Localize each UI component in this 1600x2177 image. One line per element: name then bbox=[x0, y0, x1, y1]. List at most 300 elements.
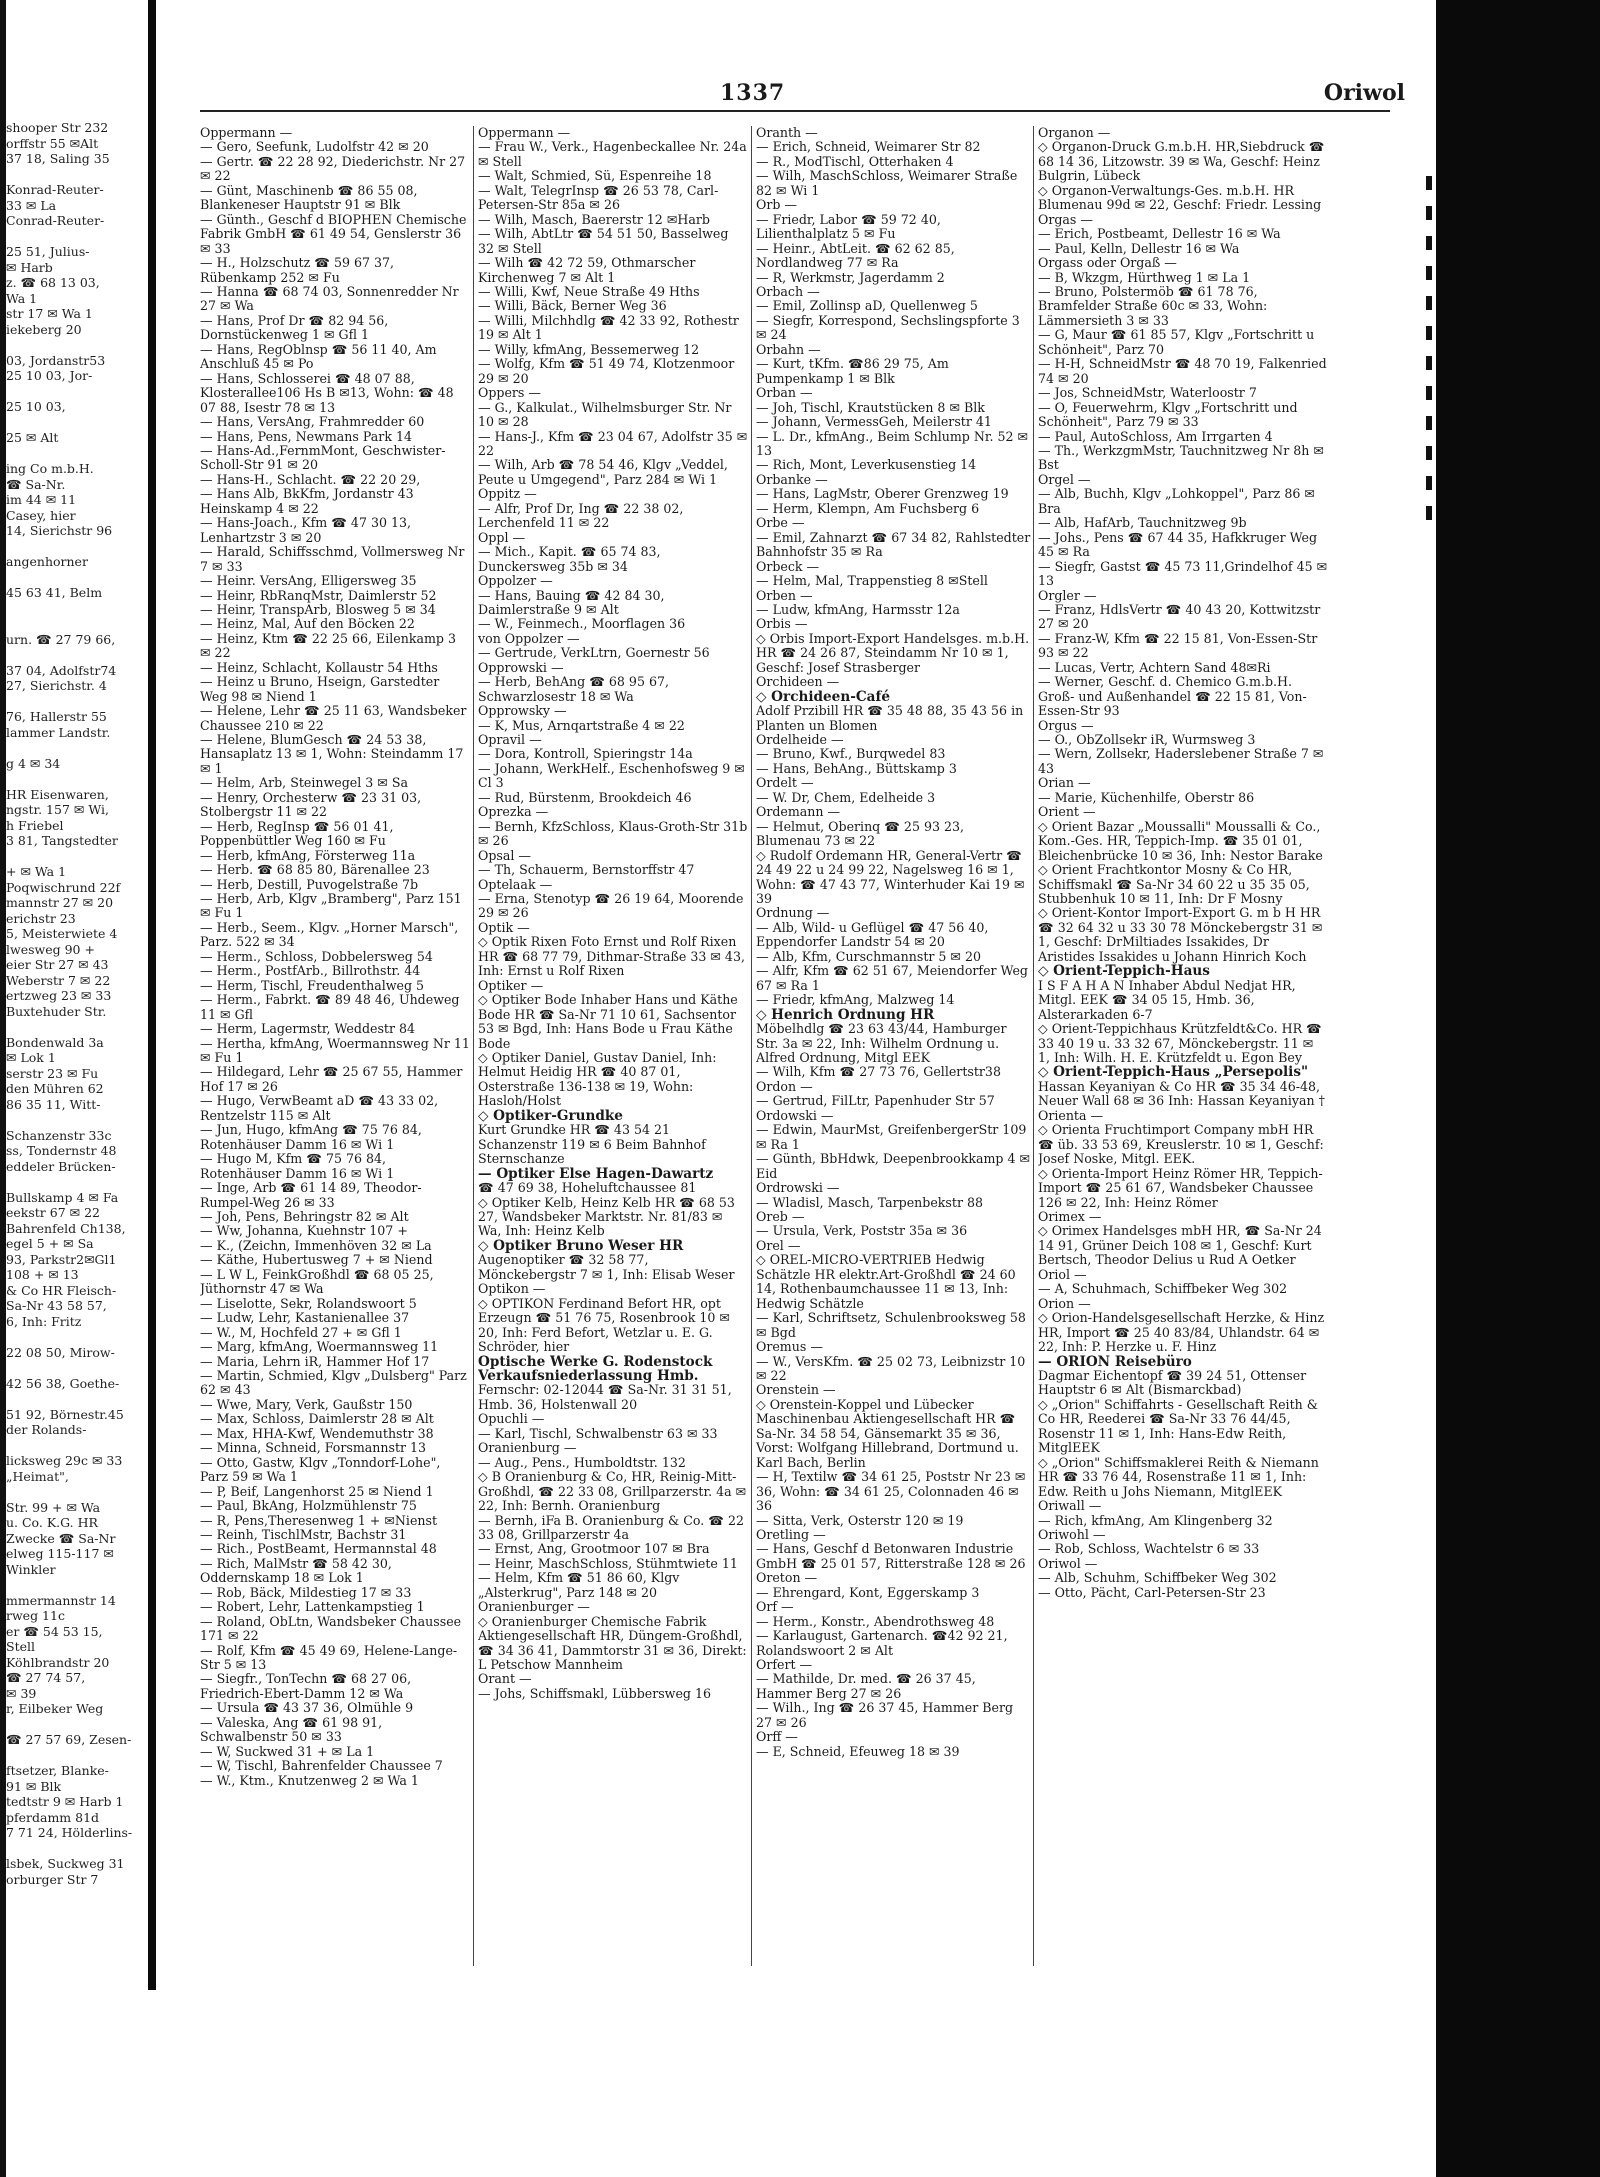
previous-page-line bbox=[6, 415, 146, 431]
directory-entry: ◇ Optiker Bruno Weser HR bbox=[478, 1237, 684, 1254]
directory-entry: — Wilh, Kfm ☎ 27 73 76, Gellertstr38 bbox=[756, 1064, 1001, 1080]
directory-entry: — Herb, BehAng ☎ 68 95 67, Schwarzlosestr 18 ✉ Wa bbox=[478, 674, 669, 704]
previous-page-line bbox=[6, 539, 146, 555]
directory-entry: — Heinz, Ktm ☎ 22 25 66, Eilenkamp 3 ✉ 22 bbox=[200, 630, 456, 661]
directory-entry: — Willi, Bäck, Berner Weg 36 bbox=[478, 298, 667, 314]
directory-entry: ☎ 47 69 38, Hoheluftchaussee 81 bbox=[478, 1180, 697, 1196]
directory-entry: Oranth — bbox=[756, 126, 818, 140]
previous-page-line: erichstr 23 bbox=[6, 910, 76, 926]
previous-page-line: licksweg 29c ✉ 33 bbox=[6, 1453, 123, 1468]
previous-page-line: 42 56 38, Goethe- bbox=[6, 1375, 120, 1391]
previous-page-line: 76, Hallerstr 55 bbox=[6, 709, 107, 724]
directory-entry: ◇ Organon-Druck G.m.b.H. HR,Siebdruck ☎ 68 14 36, Litzowstr. 39 ✉ Wa, Geschf: Heinz Bulgrin, Lübeck bbox=[1038, 139, 1325, 184]
directory-entry: — Helm, Kfm ☎ 51 86 60, Klgv „Alsterkrug", Parz 148 ✉ 20 bbox=[478, 1570, 680, 1600]
directory-entry: Oppermann — bbox=[200, 126, 293, 140]
previous-page-line: ftsetzer, Blanke- bbox=[6, 1763, 109, 1778]
directory-entry: — Johann, WerkHelf., Eschenhofsweg 9 ✉ Cl 3 bbox=[478, 760, 745, 791]
directory-entry: — Friedr, Labor ☎ 59 72 40, Lilienthalplatz 5 ✉ Fu bbox=[756, 211, 941, 242]
directory-entry: — W., Ktm., Knutzenweg 2 ✉ Wa 1 bbox=[200, 1772, 419, 1788]
directory-entry: — Inge, Arb ☎ 61 14 89, Theodor-Rumpel-Weg 26 ✉ 33 bbox=[200, 1180, 422, 1210]
directory-entry: — Erich, Schneid, Weimarer Str 82 bbox=[756, 139, 981, 155]
directory-entry: Oremus — bbox=[756, 1339, 823, 1355]
previous-page-line: Weberstr 7 ✉ 22 bbox=[6, 972, 111, 988]
column-divider bbox=[1033, 126, 1034, 1966]
directory-entry: — K, Mus, Arnqartstraße 4 ✉ 22 bbox=[478, 717, 685, 733]
directory-entry: Opsal — bbox=[478, 847, 531, 863]
previous-page-line: ss, Tondernstr 48 bbox=[6, 1143, 117, 1158]
directory-entry: — ORION Reisebüro bbox=[1038, 1353, 1192, 1370]
directory-entry: — Willy, kfmAng, Bessemerweg 12 bbox=[478, 341, 700, 357]
directory-entry: — Rud, Bürstenm, Brookdeich 46 bbox=[478, 789, 692, 805]
previous-page-line: Winkler bbox=[6, 1561, 56, 1577]
directory-entry: — Günth, BbHdwk, Deepenbrookkamp 4 ✉ Eid bbox=[756, 1151, 1031, 1181]
directory-entry: Orbis — bbox=[756, 616, 808, 632]
previous-page-line: h Friebel bbox=[6, 817, 64, 833]
directory-entry: ◇ Orimex Handelsges mbH HR, ☎ Sa-Nr 24 14 91, Grüner Deich 108 ✉ 1, Geschf: Kurt Bertsch, Theodor Delius u Rud A Oetker bbox=[1038, 1223, 1322, 1268]
column-divider bbox=[473, 126, 474, 1966]
directory-entry: — H, Textilw ☎ 34 61 25, Poststr Nr 23 ✉ 36, Wohn: ☎ 34 61 25, Colonnaden 46 ✉ 36 bbox=[756, 1469, 1026, 1514]
directory-entry: Orf — bbox=[756, 1599, 794, 1615]
directory-entry: Fernschr: 02-12044 ☎ Sa-Nr. 31 31 51, Hmb. 36, Holstenwall 20 bbox=[478, 1382, 732, 1412]
previous-page-line: lammer Landstr. bbox=[6, 724, 111, 740]
previous-page-line: ngstr. 157 ✉ Wi, bbox=[6, 802, 109, 817]
previous-page-line: g 4 ✉ 34 bbox=[6, 755, 61, 771]
previous-page-line: der Rolands- bbox=[6, 1422, 87, 1437]
directory-entry: Orbeck — bbox=[756, 558, 820, 574]
directory-entry: — Optiker Else Hagen-Dawartz bbox=[478, 1165, 714, 1182]
header-rule bbox=[200, 110, 1390, 112]
directory-entry: — Roland, ObLtn, Wandsbeker Chaussee 171 ✉ 22 bbox=[200, 1613, 462, 1644]
directory-entry: Ordon — bbox=[756, 1078, 813, 1094]
previous-page-line: 25 51, Julius- bbox=[6, 244, 90, 259]
directory-entry: — Günth., Geschf d BIOPHEN Chemische Fabrik GmbH ☎ 61 49 54, Genslerstr 36 ✉ 33 bbox=[200, 211, 467, 256]
directory-entry: — Bernh, iFa B. Oranienburg & Co. ☎ 22 33 08, Grillparzerstr 4a bbox=[478, 1512, 744, 1542]
directory-entry: — W., M, Hochfeld 27 + ✉ Gfl 1 bbox=[200, 1324, 402, 1340]
directory-entry: — Wolfg, Kfm ☎ 51 49 74, Klotzenmoor 29 ✉ 20 bbox=[478, 356, 735, 386]
previous-page-line bbox=[6, 601, 146, 617]
directory-entry: Orgler — bbox=[1038, 587, 1097, 603]
directory-entry: — Herb. ☎ 68 85 80, Bärenallee 23 bbox=[200, 862, 430, 878]
directory-entry: — Wilh., Ing ☎ 26 37 45, Hammer Berg 27 ✉ 26 bbox=[756, 1700, 1014, 1730]
directory-entry: — Paul, BkAng, Holzmühlenstr 75 bbox=[200, 1498, 417, 1514]
directory-entry: — Walt, Schmied, Sü, Espenreihe 18 bbox=[478, 168, 712, 184]
directory-entry: — Emil, Zahnarzt ☎ 67 34 82, Rahlstedter Bahnhofstr 35 ✉ Ra bbox=[756, 529, 1031, 560]
previous-page-line: 22 08 50, Mirow- bbox=[6, 1344, 115, 1360]
directory-entry: ◇ Optiker Daniel, Gustav Daniel, Inh: Helmut Heidig HR ☎ 40 87 01, Osterstraße 136-138 ✉ 19, Wohn: Hasloh/Holst bbox=[478, 1050, 717, 1109]
directory-entry: Optikon — bbox=[478, 1281, 546, 1297]
previous-page-line: 33 ✉ La bbox=[6, 197, 57, 213]
directory-entry: — Siegfr, Gastst ☎ 45 73 11,Grindelhof 45 ✉ 13 bbox=[1038, 558, 1328, 589]
directory-page bbox=[160, 60, 1435, 1980]
directory-entry: — Wilh ☎ 42 72 59, Othmarscher Kirchenweg 7 ✉ Alt 1 bbox=[478, 255, 696, 285]
directory-entry: Ordelheide — bbox=[756, 732, 844, 748]
directory-entry: — Liselotte, Sekr, Rolandswoort 5 bbox=[200, 1295, 417, 1311]
directory-entry: — Mathilde, Dr. med. ☎ 26 37 45, Hammer Berg 27 ✉ 26 bbox=[756, 1671, 976, 1701]
directory-entry: ◇ Optiker Bode Inhaber Hans und Käthe Bode HR ☎ Sa-Nr 71 10 61, Sachsentor 53 ✉ Bgd, Inh: Hans Bode u Frau Käthe Bode bbox=[478, 992, 738, 1051]
previous-page-line: Konrad-Reuter- bbox=[6, 182, 104, 197]
running-head: Oriwol bbox=[1323, 80, 1405, 106]
directory-entry: — W, Suckwed 31 + ✉ La 1 bbox=[200, 1743, 375, 1759]
directory-entry: — Alb, Schuhm, Schiffbeker Weg 302 bbox=[1038, 1570, 1277, 1586]
directory-entry: — Sitta, Verk, Osterstr 120 ✉ 19 bbox=[756, 1512, 964, 1528]
previous-page-line: ertzweg 23 ✉ 33 bbox=[6, 988, 112, 1003]
directory-column-3 bbox=[756, 126, 1032, 1966]
directory-entry: — Herm., Fabrkt. ☎ 89 48 46, Uhdeweg 11 ✉ Gfl bbox=[200, 992, 460, 1022]
directory-entry: — Valeska, Ang ☎ 61 98 91, Schwalbenstr 50 ✉ 33 bbox=[200, 1714, 383, 1745]
page-number: 1337 bbox=[720, 80, 786, 106]
directory-entry: Orgus — bbox=[1038, 717, 1094, 733]
directory-entry: — Minna, Schneid, Forsmannstr 13 bbox=[200, 1440, 427, 1456]
directory-entry: — Emil, Zollinsp aD, Quellenweg 5 bbox=[756, 298, 978, 314]
directory-entry: — Willi, Kwf, Neue Straße 49 Hths bbox=[478, 283, 700, 299]
directory-entry: ◇ OREL-MICRO-VERTRIEB Hedwig Schätzle HR elektr.Art-Großhdl ☎ 24 60 14, Rothenbaumchaussee 11 ✉ 13, Inh: Hedwig Schätzle bbox=[756, 1252, 1016, 1311]
directory-column-1 bbox=[200, 126, 470, 1966]
directory-entry: — Martin, Schmied, Klgv „Dulsberg" Parz 62 ✉ 43 bbox=[200, 1367, 467, 1398]
directory-entry: — Werner, Geschf. d. Chemico G.m.b.H. Groß- und Außenhandel ☎ 22 15 81, Von-Essen-Str 93 bbox=[1038, 674, 1307, 719]
directory-entry: — Franz, HdlsVertr ☎ 40 43 20, Kottwitzstr 27 ✉ 20 bbox=[1038, 601, 1321, 632]
directory-entry: — Henry, Orchesterw ☎ 23 31 03, Stolbergstr 11 ✉ 22 bbox=[200, 789, 422, 820]
directory-entry: — Harald, Schiffsschmd, Vollmersweg Nr 7 ✉ 33 bbox=[200, 544, 465, 574]
directory-entry: — Max, HHA-Kwf, Wendemuthstr 38 bbox=[200, 1425, 434, 1441]
previous-page-line: Casey, hier bbox=[6, 507, 76, 523]
directory-entry: — Paul, Kelln, Dellestr 16 ✉ Wa bbox=[1038, 240, 1240, 256]
directory-entry: ◇ „Orion" Schiffahrts - Gesellschaft Reith & Co HR, Reederei ☎ Sa-Nr 33 76 44/45, Rosenstr 11 ✉ 1, Inh: Hans-Edw Reith, MitglEEK bbox=[1038, 1396, 1318, 1456]
directory-entry: Orfert — bbox=[756, 1657, 813, 1673]
directory-entry: — Rich, kfmAng, Am Klingenberg 32 bbox=[1038, 1512, 1273, 1528]
previous-page-line: tedtstr 9 ✉ Harb 1 bbox=[6, 1794, 124, 1809]
directory-entry: ◇ Rudolf Ordemann HR, General-Vertr ☎ 24 49 22 u 24 99 22, Nagelsweg 16 ✉ 1, Wohn: ☎ 47 43 77, Winterhuder Kai 19 ✉ 39 bbox=[756, 847, 1025, 907]
previous-page-line bbox=[6, 167, 146, 183]
previous-page-line bbox=[6, 694, 146, 710]
directory-entry: — W. Dr, Chem, Edelheide 3 bbox=[756, 789, 936, 805]
directory-entry: Oranienburg — bbox=[478, 1440, 577, 1456]
directory-entry: Ordemann — bbox=[756, 804, 841, 820]
directory-entry: — Marie, Küchenhilfe, Oberstr 86 bbox=[1038, 789, 1255, 805]
previous-page-line: ☎ 27 74 57, bbox=[6, 1670, 86, 1685]
directory-entry: Oreton — bbox=[756, 1570, 818, 1586]
directory-entry: Orian — bbox=[1038, 775, 1091, 791]
directory-entry: — O., ObZollsekr iR, Wurmsweg 3 bbox=[1038, 732, 1256, 748]
directory-entry: — Ehrengard, Kont, Eggerskamp 3 bbox=[756, 1584, 980, 1600]
directory-entry: — Hans, Schlosserei ☎ 48 07 88, Klosterallee106 Hs B ✉13, Wohn: ☎ 48 07 88, Isestr 78 ✉ 13 bbox=[200, 370, 454, 415]
directory-entry: — G, Maur ☎ 61 85 57, Klgv „Fortschritt u Schönheit", Parz 70 bbox=[1038, 327, 1315, 357]
directory-entry: — Paul, AutoSchloss, Am Irrgarten 4 bbox=[1038, 428, 1273, 444]
directory-entry: ◇ Orion-Handelsgesellschaft Herzke, & Hinz HR, Import ☎ 25 40 83/84, Uhlandstr. 64 ✉ 22, Inh: P. Herzke u. F. Hinz bbox=[1038, 1310, 1325, 1355]
previous-page-line: mannstr 27 ✉ 20 bbox=[6, 895, 114, 910]
previous-page-line: Str. 99 + ✉ Wa bbox=[6, 1499, 101, 1515]
previous-page-line: 6, Inh: Fritz bbox=[6, 1313, 82, 1329]
previous-page-line bbox=[6, 1360, 146, 1376]
directory-entry: — Alb, Wild- u Geflügel ☎ 47 56 40, Eppendorfer Landstr 54 ✉ 20 bbox=[756, 919, 989, 950]
directory-entry: — Otto, Pächt, Carl-Petersen-Str 23 bbox=[1038, 1584, 1266, 1600]
previous-page-line bbox=[6, 1841, 146, 1857]
directory-entry: — Heinr, MaschSchloss, Stühmtwiete 11 bbox=[478, 1555, 738, 1571]
directory-entry: — Aug., Pens., Humboldtstr. 132 bbox=[478, 1454, 686, 1470]
directory-entry: — Rob, Bäck, Mildestieg 17 ✉ 33 bbox=[200, 1584, 412, 1600]
previous-page-line: den Mühren 62 bbox=[6, 1081, 104, 1096]
directory-entry: Oprezka — bbox=[478, 804, 549, 820]
directory-entry: — Heinz, Schlacht, Kollaustr 54 Hths bbox=[200, 659, 438, 675]
directory-entry: — Heinr, RbRanqMstr, Daimlerstr 52 bbox=[200, 587, 437, 603]
directory-entry: Oriwol — bbox=[1038, 1555, 1098, 1571]
page-header bbox=[160, 70, 1435, 110]
directory-entry: — W, Tischl, Bahrenfelder Chaussee 7 bbox=[200, 1758, 443, 1774]
previous-page-line bbox=[6, 616, 146, 632]
directory-entry: — Friedr, kfmAng, Malzweg 14 bbox=[756, 992, 955, 1008]
directory-entry: — Wladisl, Masch, Tarpenbekstr 88 bbox=[756, 1194, 983, 1210]
previous-page-line bbox=[6, 740, 146, 756]
directory-entry: — Hans-J., Kfm ☎ 23 04 67, Adolfstr 35 ✉ 22 bbox=[478, 428, 748, 458]
directory-entry: — Herb, RegInsp ☎ 56 01 41, Poppenbüttler Weg 160 ✉ Fu bbox=[200, 818, 394, 849]
directory-entry: — Joh, Pens, Behringstr 82 ✉ Alt bbox=[200, 1208, 409, 1224]
previous-page-line: u. Co. K.G. HR bbox=[6, 1515, 98, 1530]
directory-entry: Orff — bbox=[756, 1729, 798, 1745]
directory-entry: Opprowski — bbox=[478, 659, 564, 675]
directory-entry: I S F A H A N Inhaber Abdul Nedjat HR, Mitgl. EEK ☎ 34 05 15, Hmb. 36, Alsterarkaden 6-7 bbox=[1038, 977, 1296, 1022]
directory-entry: — Hanna ☎ 68 74 03, Sonnenredder Nr 27 ✉ Wa bbox=[200, 283, 459, 314]
directory-entry: — Karl, Tischl, Schwalbenstr 63 ✉ 33 bbox=[478, 1425, 718, 1441]
directory-entry: — Alb, Kfm, Curschmannstr 5 ✉ 20 bbox=[756, 948, 982, 964]
directory-entry: Optische Werke G. Rodenstock Verkaufsniederlassung Hmb. bbox=[478, 1353, 713, 1384]
previous-page-line: orffstr 55 ✉Alt bbox=[6, 135, 99, 151]
previous-page-line: iekeberg 20 bbox=[6, 321, 82, 337]
directory-entry: — H., Holzschutz ☎ 59 67 37, Rübenkamp 252 ✉ Fu bbox=[200, 255, 395, 285]
directory-entry: — Alfr, Prof Dr, Ing ☎ 22 38 02, Lerchenfeld 11 ✉ 22 bbox=[478, 500, 684, 531]
directory-entry: Ordrowski — bbox=[756, 1180, 840, 1196]
directory-entry: — Karlaugust, Gartenarch. ☎42 92 21, Rolandswoort 2 ✉ Alt bbox=[756, 1628, 1008, 1658]
directory-entry: — Rolf, Kfm ☎ 45 49 69, Helene-Lange-Str 5 ✉ 13 bbox=[200, 1642, 458, 1673]
directory-entry: Organon — bbox=[1038, 126, 1111, 140]
directory-entry: Orant — bbox=[478, 1671, 532, 1687]
previous-page-line: + ✉ Wa 1 bbox=[6, 864, 67, 879]
previous-page-line: 86 35 11, Witt- bbox=[6, 1096, 101, 1112]
previous-page-line: eier Str 27 ✉ 43 bbox=[6, 957, 109, 972]
previous-page-line: eekstr 67 ✉ 22 bbox=[6, 1205, 100, 1220]
directory-entry: — Rich, MalMstr ☎ 58 42 30, Oddernskamp 18 ✉ Lok 1 bbox=[200, 1555, 392, 1586]
previous-page-line: Bullskamp 4 ✉ Fa bbox=[6, 1189, 119, 1205]
previous-page-line: mmermannstr 14 bbox=[6, 1592, 116, 1608]
previous-page-line bbox=[6, 1717, 146, 1733]
previous-page-line: Bondenwald 3a bbox=[6, 1034, 104, 1050]
directory-entry: ◇ Orient-Teppichhaus Krützfeldt&Co. HR ☎ 33 40 19 u. 33 32 67, Mönckebergstr. 11 ✉ 1, Inh: Wilh. H. E. Krützfeldt u. Egon Bey bbox=[1038, 1021, 1322, 1065]
directory-entry: Augenoptiker ☎ 32 58 77, Mönckebergstr 7 ✉ 1, Inh: Elisab Weser bbox=[478, 1252, 735, 1282]
previous-page-line: Schanzenstr 33c bbox=[6, 1127, 112, 1143]
previous-page-line bbox=[6, 1019, 146, 1035]
directory-entry: — Heinr., AbtLeit. ☎ 62 62 85, Nordlandweg 77 ✉ Ra bbox=[756, 240, 955, 271]
directory-entry: — Helmut, Oberinq ☎ 25 93 23, Blumenau 73 ✉ 22 bbox=[756, 818, 965, 849]
directory-entry: — Bernh, KfzSchloss, Klaus-Groth-Str 31b ✉ 26 bbox=[478, 818, 748, 849]
previous-page-line: 5, Meisterwiete 4 bbox=[6, 926, 118, 941]
previous-page-line: Sa-Nr 43 58 57, bbox=[6, 1298, 107, 1313]
directory-entry: — Hans, VersAng, Frahmredder 60 bbox=[200, 414, 425, 430]
directory-entry: Opravil — bbox=[478, 732, 542, 748]
directory-entry: — P, Beif, Langenhorst 25 ✉ Niend 1 bbox=[200, 1483, 434, 1499]
directory-entry: — Walt, TelegrInsp ☎ 26 53 78, Carl-Petersen-Str 85a ✉ 26 bbox=[478, 182, 719, 213]
directory-entry: — Alb, HafArb, Tauchnitzweg 9b bbox=[1038, 515, 1247, 531]
directory-entry: Oreb — bbox=[756, 1208, 805, 1224]
directory-entry: Oretling — bbox=[756, 1526, 826, 1542]
directory-entry: — Helm, Arb, Steinwegel 3 ✉ Sa bbox=[200, 775, 408, 791]
previous-page-line: Zwecke ☎ Sa-Nr bbox=[6, 1530, 116, 1546]
previous-page-line: 03, Jordanstr53 bbox=[6, 352, 106, 368]
directory-column-4 bbox=[1038, 126, 1328, 1966]
directory-entry: Oppolzer — bbox=[478, 573, 553, 589]
directory-entry: — Ww, Johanna, Kuehnstr 107 + bbox=[200, 1223, 408, 1239]
directory-entry: Oppermann — bbox=[478, 126, 571, 140]
directory-entry: — Herb, Destill, Puvogelstraße 7b bbox=[200, 876, 419, 892]
directory-entry: — L. Dr., kfmAng., Beim Schlump Nr. 52 ✉ 13 bbox=[756, 428, 1029, 458]
previous-page-line bbox=[6, 771, 146, 787]
directory-entry: Hassan Keyaniyan & Co HR ☎ 35 34 46-48, Neuer Wall 68 ✉ 36 Inh: Hassan Keyaniyan † bbox=[1038, 1078, 1325, 1109]
directory-entry: — Siegfr., TonTechn ☎ 68 27 06, Friedrich-Ebert-Damm 12 ✉ Wa bbox=[200, 1671, 412, 1701]
directory-entry: Oriwall — bbox=[1038, 1498, 1102, 1514]
directory-entry: Orgas — bbox=[1038, 211, 1093, 227]
directory-entry: Opprowsky — bbox=[478, 703, 567, 719]
directory-entry: — Edwin, MaurMst, GreifenbergerStr 109 ✉ Ra 1 bbox=[756, 1122, 1027, 1152]
directory-entry: — Siegfr, Korrespond, Sechslingspforte 3 ✉ 24 bbox=[756, 312, 1020, 343]
directory-entry: Oriol — bbox=[1038, 1266, 1087, 1282]
directory-entry: ◇ Orienta Fruchtimport Company mbH HR ☎ üb. 33 53 69, Kreuslerstr. 10 ✉ 1, Geschf: Josef Noske, Mitgl. EEK. bbox=[1038, 1122, 1324, 1167]
directory-entry: — Rich, Mont, Leverkusenstieg 14 bbox=[756, 457, 977, 473]
directory-entry: Orion — bbox=[1038, 1295, 1091, 1311]
directory-entry: — Ludw, kfmAng, Harmsstr 12a bbox=[756, 601, 960, 617]
directory-entry: — L W L, FeinkGroßhdl ☎ 68 05 25, Jüthornstr 47 ✉ Wa bbox=[200, 1266, 434, 1297]
directory-entry: — Frau W., Verk., Hagenbeckallee Nr. 24a ✉ Stell bbox=[478, 139, 747, 169]
previous-page-line: HR Eisenwaren, bbox=[6, 786, 109, 802]
previous-page-line: angenhorner bbox=[6, 554, 88, 569]
directory-entry: Opuchli — bbox=[478, 1411, 545, 1427]
directory-entry: ◇ Orienta-Import Heinz Römer HR, Teppich-Import ☎ 25 61 67, Wandsbeker Chaussee 126 ✉ 22, Inh: Heinz Römer bbox=[1038, 1165, 1323, 1210]
directory-entry: — Gertr. ☎ 22 28 92, Diederichstr. Nr 27 ✉ 22 bbox=[200, 153, 466, 184]
directory-entry: Oppers — bbox=[478, 385, 541, 401]
directory-entry: — Wilh, Masch, Baererstr 12 ✉Harb bbox=[478, 211, 710, 227]
directory-entry: — Hertha, kfmAng, Woermannsweg Nr 11 ✉ Fu 1 bbox=[200, 1035, 470, 1065]
directory-entry: — Johs., Pens ☎ 67 44 35, Hafkkruger Weg 45 ✉ Ra bbox=[1038, 529, 1318, 560]
directory-entry: ◇ Organon-Verwaltungs-Ges. m.b.H. HR Blumenau 99d ✉ 22, Geschf: Friedr. Lessing bbox=[1038, 182, 1322, 213]
directory-entry: — Hugo, VerwBeamt aD ☎ 43 33 02, Rentzelstr 115 ✉ Alt bbox=[200, 1093, 439, 1123]
previous-page-line bbox=[6, 849, 146, 865]
previous-page-line: lsbek, Suckweg 31 bbox=[6, 1856, 125, 1871]
directory-entry: — Wilh, AbtLtr ☎ 54 51 50, Basselweg 32 ✉ Stell bbox=[478, 226, 729, 256]
directory-entry: — Gero, Seefunk, Ludolfstr 42 ✉ 20 bbox=[200, 139, 429, 155]
previous-page-line: 25 ✉ Alt bbox=[6, 430, 59, 445]
directory-entry: — Herm., Schloss, Dobbelersweg 54 bbox=[200, 948, 433, 964]
directory-entry: Orbach — bbox=[756, 283, 820, 299]
directory-entry: von Oppolzer — bbox=[478, 630, 580, 646]
directory-entry: Orbe — bbox=[756, 515, 805, 531]
directory-entry: Adolf Przibill HR ☎ 35 48 88, 35 43 56 in Planten un Blomen bbox=[756, 703, 1024, 733]
directory-entry: — Ursula ☎ 43 37 36, Olmühle 9 bbox=[200, 1700, 414, 1716]
previous-page-line: ✉ 39 bbox=[6, 1685, 37, 1701]
previous-page-line bbox=[6, 1577, 146, 1593]
binding-marks bbox=[1420, 160, 1436, 700]
directory-entry: — Ursula, Verk, Poststr 35a ✉ 36 bbox=[756, 1223, 968, 1239]
directory-entry: — Hans, BehAng., Büttskamp 3 bbox=[756, 760, 957, 776]
directory-entry: Orimex — bbox=[1038, 1208, 1102, 1224]
directory-entry: — Hans-Ad.,FernmMont, Geschwister-Scholl-Str 91 ✉ 20 bbox=[200, 442, 446, 473]
directory-entry: — Helene, BlumGesch ☎ 24 53 38, Hansaplatz 13 ✉ 1, Wohn: Steindamm 17 ✉ 1 bbox=[200, 732, 464, 776]
directory-entry: ◇ Optik Rixen Foto Ernst und Rolf Rixen HR ☎ 68 77 79, Dithmar-Straße 33 ✉ 43, Inh: Ernst u Rolf Rixen bbox=[478, 934, 745, 979]
directory-entry: — H-H, SchneidMstr ☎ 48 70 19, Falkenried 74 ✉ 20 bbox=[1038, 356, 1327, 386]
previous-page-line: Poqwischrund 22f bbox=[6, 879, 121, 895]
directory-entry: Dagmar Eichentopf ☎ 39 24 51, Ottenser Hauptstr 6 ✉ Alt (Bismarckbad) bbox=[1038, 1367, 1307, 1398]
previous-page-line bbox=[6, 1438, 146, 1454]
previous-page-line: egel 5 + ✉ Sa bbox=[6, 1236, 94, 1251]
previous-page-line: 37 04, Adolfstr74 bbox=[6, 662, 117, 678]
directory-entry: — Lucas, Vertr, Achtern Sand 48✉Ri bbox=[1038, 659, 1271, 675]
directory-entry: — Alfr, Kfm ☎ 62 51 67, Meiendorfer Weg 67 ✉ Ra 1 bbox=[756, 963, 1028, 993]
previous-page-line: 108 + ✉ 13 bbox=[6, 1267, 79, 1282]
previous-page-line: 91 ✉ Blk bbox=[6, 1778, 62, 1794]
previous-page-line: 3 81, Tangstedter bbox=[6, 833, 118, 848]
directory-entry: — Otto, Gastw, Klgv „Tonndorf-Lohe", Parz 59 ✉ Wa 1 bbox=[200, 1454, 441, 1485]
directory-entry: — Wwe, Mary, Verk, Gaußstr 150 bbox=[200, 1396, 413, 1412]
directory-entry: — Wern, Zollsekr, Haderslebener Straße 7 ✉ 43 bbox=[1038, 746, 1324, 776]
previous-page-line: orburger Str 7 bbox=[6, 1871, 99, 1887]
previous-page-line: & Co HR Fleisch- bbox=[6, 1282, 117, 1298]
directory-entry: Ordnung — bbox=[756, 905, 830, 921]
previous-page-line bbox=[6, 337, 146, 353]
directory-entry: Optik — bbox=[478, 919, 530, 935]
directory-entry: — Herb, kfmAng, Försterweg 11a bbox=[200, 847, 416, 863]
directory-entry: — Hans, Prof Dr ☎ 82 94 56, Dornstückenweg 1 ✉ Gfl 1 bbox=[200, 312, 389, 343]
directory-entry: — Dora, Kontroll, Spieringstr 14a bbox=[478, 746, 693, 762]
directory-entry: — Karl, Schriftsetz, Schulenbrooksweg 58 ✉ Bgd bbox=[756, 1310, 1026, 1340]
directory-entry: — Hans, RegOblnsp ☎ 56 11 40, Am Anschluß 45 ✉ Po bbox=[200, 341, 437, 372]
directory-entry: — Heinr, TranspArb, Blosweg 5 ✉ 34 bbox=[200, 601, 436, 617]
previous-page-line bbox=[6, 1748, 146, 1764]
directory-entry: — Hans-Joach., Kfm ☎ 47 30 13, Lenhartzstr 3 ✉ 20 bbox=[200, 515, 412, 545]
directory-entry: — W., Feinmech., Moorflagen 36 bbox=[478, 616, 686, 632]
directory-entry: — Erich, Postbeamt, Dellestr 16 ✉ Wa bbox=[1038, 226, 1281, 242]
directory-entry: — Rich., PostBeamt, Hermannstal 48 bbox=[200, 1541, 437, 1557]
directory-entry: Oriwohl — bbox=[1038, 1526, 1106, 1542]
directory-entry: — Willi, Milchhdlg ☎ 42 33 92, Rothestr 19 ✉ Alt 1 bbox=[478, 312, 739, 343]
directory-entry: ◇ OPTIKON Ferdinand Befort HR, opt Erzeugn ☎ 51 76 75, Rosenbrook 10 ✉ 20, Inh: Ferd Befort, Wetzlar u. E. G. Schröder, hier bbox=[478, 1295, 730, 1355]
directory-entry: — Hans, LagMstr, Oberer Grenzweg 19 bbox=[756, 486, 1009, 502]
directory-entry: Oppitz — bbox=[478, 486, 537, 502]
directory-entry: — Bruno, Polstermöb ☎ 61 78 76, Bramfelder Straße 60c ✉ 33, Wohn: Lämmersieth 3 ✉ 33 bbox=[1038, 283, 1268, 328]
previous-page-line: „Heimat", bbox=[6, 1468, 69, 1484]
previous-page-line bbox=[6, 446, 146, 462]
directory-entry: — Hans, Pens, Newmans Park 14 bbox=[200, 428, 412, 444]
directory-entry: — Hans-H., Schlacht. ☎ 22 20 29, bbox=[200, 471, 421, 487]
directory-entry: — Herm., Konstr., Abendrothsweg 48 bbox=[756, 1613, 995, 1629]
directory-entry: Orbahn — bbox=[756, 341, 821, 357]
directory-entry: — R, Pens,Theresenweg 1 + ✉Nienst bbox=[200, 1512, 438, 1528]
directory-entry: Orel — bbox=[756, 1237, 801, 1253]
directory-entry: — Kurt, tKfm. ☎86 29 75, Am Pumpenkamp 1 ✉ Blk bbox=[756, 356, 949, 386]
directory-entry: — Maria, Lehrn iR, Hammer Hof 17 bbox=[200, 1353, 430, 1369]
previous-page-line: 25 10 03, Jor- bbox=[6, 368, 93, 383]
directory-entry: Orgass oder Orgaß — bbox=[1038, 255, 1177, 271]
directory-entry: ◇ Orenstein-Koppel und Lübecker Maschinenbau Aktiengesellschaft HR ☎ Sa-Nr. 34 58 54, Gänsemarkt 35 ✉ 36, Vorst: Wolfgang Hillebrand, Dortmund u. Karl Bach, Berlin bbox=[756, 1396, 1019, 1470]
previous-page-line: r, Eilbeker Weg bbox=[6, 1701, 104, 1716]
previous-page-line: serstr 23 ✉ Fu bbox=[6, 1065, 99, 1081]
directory-entry: Orben — bbox=[756, 587, 813, 603]
previous-page-line: 51 92, Börnestr.45 bbox=[6, 1406, 124, 1422]
previous-page-line: ☎ 27 57 69, Zesen- bbox=[6, 1732, 132, 1747]
directory-entry: — Hugo M, Kfm ☎ 75 76 84, Rotenhäuser Damm 16 ✉ Wi 1 bbox=[200, 1151, 395, 1181]
previous-page-line: ✉ Lok 1 bbox=[6, 1050, 56, 1065]
previous-page-line: 45 63 41, Belm bbox=[6, 585, 103, 600]
directory-entry: Kurt Grundke HR ☎ 43 54 21 Schanzenstr 119 ✉ 6 Beim Bahnhof Sternschanze bbox=[478, 1122, 706, 1167]
previous-page-line: elweg 115-117 ✉ bbox=[6, 1546, 114, 1561]
previous-page-line: lwesweg 90 + bbox=[6, 941, 95, 957]
directory-entry: — Gertrud, FilLtr, Papenhuder Str 57 bbox=[756, 1093, 995, 1109]
previous-page-line bbox=[6, 229, 146, 245]
directory-entry: — Th., WerkzgmMstr, Tauchnitzweg Nr 8h ✉ Bst bbox=[1038, 442, 1324, 473]
